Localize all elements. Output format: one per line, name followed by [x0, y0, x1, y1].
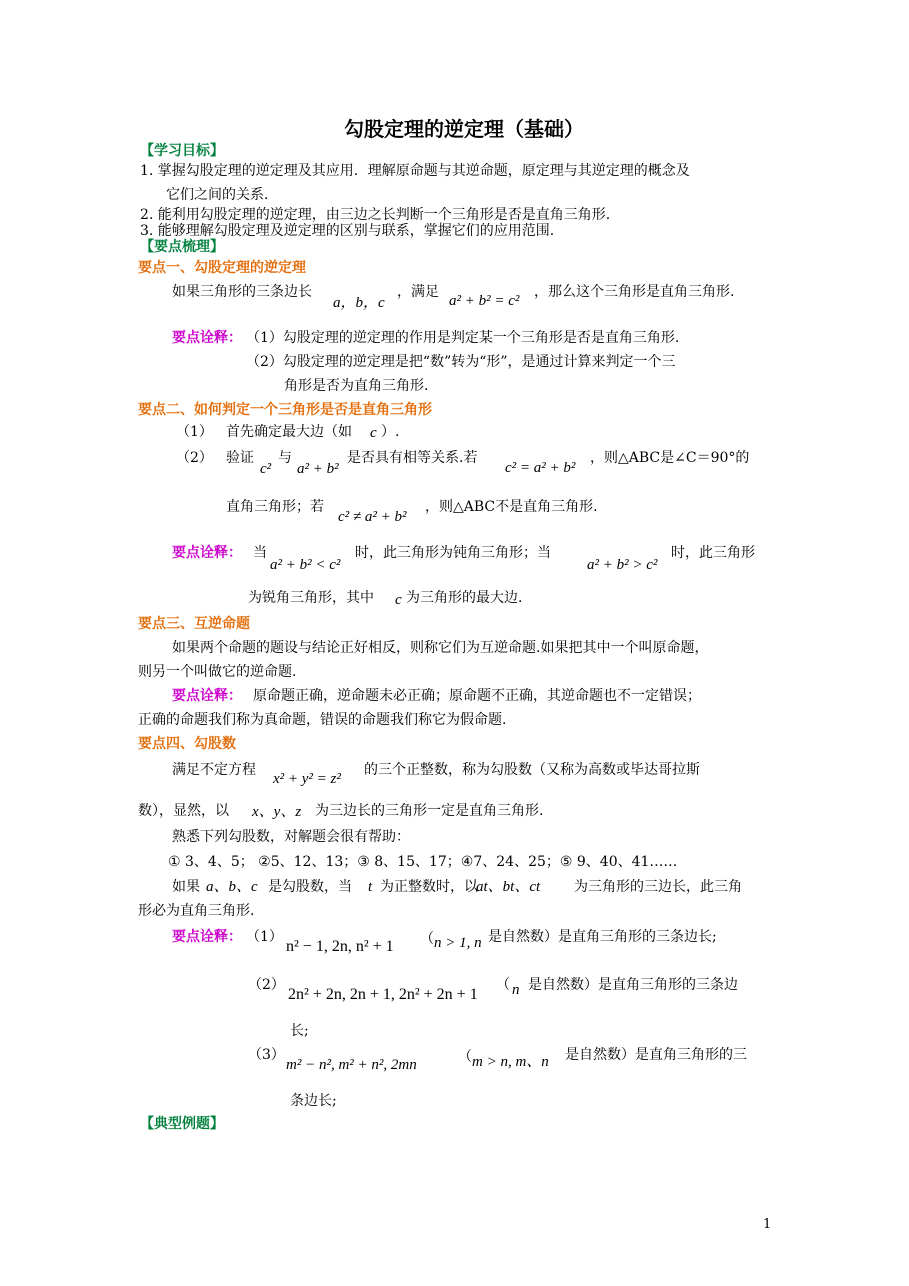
point3-line2: 则另一个叫做它的逆命题.	[138, 664, 297, 680]
point2-note-f1: a² + b² < c²	[270, 557, 341, 573]
point4-line5-d: 为三角形的三边长，此三角	[574, 879, 742, 895]
point4-note2-cont: 长;	[290, 1023, 309, 1039]
point4-line5-v1: a、b、c	[206, 879, 258, 895]
point1-heading: 要点一、勾股定理的逆定理	[138, 260, 306, 276]
point4-note2-num: （2）	[248, 977, 285, 993]
pythagorean-triples-list: ① 3、4、5； ②5、12、13；③ 8、15、17；④7、24、25；⑤ 9、40、41……	[168, 854, 678, 870]
point3-note-label: 要点诠释：	[172, 688, 242, 704]
point2-step2-f3: c² = a² + b²	[505, 460, 576, 476]
point2-note-e: 为三角形的最大边.	[406, 590, 523, 606]
point2-note-a: 当	[253, 545, 267, 561]
point1-note2b: 角形是否为直角三角形.	[284, 378, 429, 394]
learning-goals-heading: 【学习目标】	[140, 143, 224, 159]
point4-note3-num: （3）	[248, 1047, 285, 1063]
point4-note2-text: 是自然数）是直角三角形的三条边	[528, 977, 738, 993]
point1-vars: a，b，c	[333, 295, 385, 311]
page-number: 1	[763, 1217, 772, 1232]
point4-line2-vars: x、y、z	[252, 804, 302, 820]
typical-examples-heading: 【典型例题】	[140, 1116, 224, 1132]
point4-line5-v3: at、bt、ct	[476, 879, 541, 895]
point2-step2-f1: c²	[260, 461, 272, 477]
point2-note-c: 时，此三角形	[671, 545, 755, 561]
point3-heading: 要点三、互逆命题	[138, 616, 250, 632]
point2-note-d: 为锐角三角形，其中	[248, 590, 374, 606]
point2-step2-a: 验证	[226, 450, 254, 466]
point4-line5-c: 为正整数时，以	[380, 879, 478, 895]
goal-item-3: 3. 能够理解勾股定理及逆定理的区别与联系，掌握它们的应用范围.	[140, 223, 555, 239]
point2-step1-var: c	[370, 425, 377, 441]
point1-note2a: （2）勾股定理的逆定理是把“数”转为“形”，是通过计算来判定一个三	[246, 354, 676, 370]
point2-note-var: c	[395, 592, 402, 608]
point4-note3-cond: m > n, m、n	[472, 1054, 549, 1070]
point4-note2-cond: n	[512, 982, 520, 998]
point1-text-c: ，那么这个三角形是直角三角形.	[534, 284, 735, 300]
point3-line1: 如果两个命题的题设与结论正好相反，则称它们为互逆命题.如果把其中一个叫原命题，	[172, 640, 709, 656]
point2-step2-e: 直角三角形；若	[226, 499, 324, 515]
point4-note2-open: （	[496, 977, 510, 993]
point4-note2-formula: 2n² + 2n, 2n + 1, 2n² + 2n + 1	[288, 986, 478, 1003]
point4-line1-b: 的三个正整数，称为勾股数（又称为高数或毕达哥拉斯	[364, 762, 700, 778]
point4-line6: 形必为直角三角形.	[138, 903, 255, 919]
point2-step1-end: ）.	[381, 424, 400, 440]
point4-note-label: 要点诠释：	[172, 929, 242, 945]
point4-line2-b: 为三边长的三角形一定是直角三角形.	[315, 803, 544, 819]
point2-step2-f4: c² ≠ a² + b²	[338, 509, 407, 525]
point4-line5-v2: t	[368, 879, 373, 895]
point2-heading: 要点二、如何判定一个三角形是否是直角三角形	[138, 402, 432, 418]
point4-line1-a: 满足不定方程	[172, 762, 256, 778]
point2-note-f2: a² + b² > c²	[587, 557, 658, 573]
point2-step2-d: ，则△ABC是∠C＝90°的	[590, 450, 750, 466]
point4-note1-text: 是自然数）是直角三角形的三条边长;	[488, 929, 717, 945]
goal-item-1: 1. 掌握勾股定理的逆定理及其应用．理解原命题与其逆命题，原定理与其逆定理的概念及	[140, 163, 690, 179]
point2-step2-f2: a² + b²	[297, 461, 339, 477]
point4-note1-num: （1）	[246, 929, 283, 945]
point1-text-b: ，满足	[397, 284, 439, 300]
point4-note1-cond: n > 1, n	[434, 935, 482, 951]
point4-note3-text: 是自然数）是直角三角形的三	[565, 1047, 747, 1063]
point4-note3-formula: m² − n², m² + n², 2mn	[286, 1057, 417, 1073]
point4-note3-cont: 条边长;	[290, 1093, 337, 1109]
point2-step2-g: ，则△ABC不是直角三角形.	[425, 499, 598, 515]
point3-note2: 正确的命题我们称为真命题，错误的命题我们称它为假命题.	[138, 712, 507, 728]
point1-text-a: 如果三角形的三条边长	[172, 284, 312, 300]
point1-note1: （1）勾股定理的逆定理的作用是判定某一个三角形是否是直角三角形.	[246, 330, 680, 346]
point3-note1: 原命题正确，逆命题未必正确；原命题不正确，其逆命题也不一定错误；	[253, 688, 701, 704]
point4-note1-open: （	[420, 931, 434, 947]
point2-step1-text: 首先确定最大边（如	[226, 424, 352, 440]
point4-line5-b: 是勾股数，当	[268, 879, 352, 895]
point4-note3-open: （	[458, 1049, 472, 1065]
point2-step2-c: 是否具有相等关系.若	[347, 450, 478, 466]
point4-heading: 要点四、勾股数	[138, 736, 236, 752]
goal-item-2: 2. 能利用勾股定理的逆定理，由三边之长判断一个三角形是否是直角三角形.	[140, 207, 611, 223]
point1-formula: a² + b² = c²	[449, 293, 520, 309]
point2-step2-b: 与	[278, 450, 292, 466]
point4-note1-formula: n² − 1, 2n, n² + 1	[286, 938, 394, 955]
point2-note-label: 要点诠释：	[172, 545, 242, 561]
page-title: 勾股定理的逆定理（基础）	[344, 117, 584, 141]
point2-note-b: 时，此三角形为钝角三角形；当	[355, 545, 551, 561]
point4-line5-a: 如果	[172, 879, 200, 895]
point1-note-label: 要点诠释：	[172, 330, 242, 346]
point4-line2-a: 数），显然，以	[138, 803, 229, 819]
point4-line3: 熟悉下列勾股数，对解题会很有帮助：	[172, 829, 410, 845]
point2-step2-num: （2）	[176, 450, 213, 466]
key-points-heading: 【要点梳理】	[140, 239, 224, 255]
point2-step1-num: （1）	[176, 424, 213, 440]
goal-item-1-cont: 它们之间的关系．	[166, 187, 278, 203]
point4-line1-formula: x² + y² = z²	[273, 771, 341, 787]
